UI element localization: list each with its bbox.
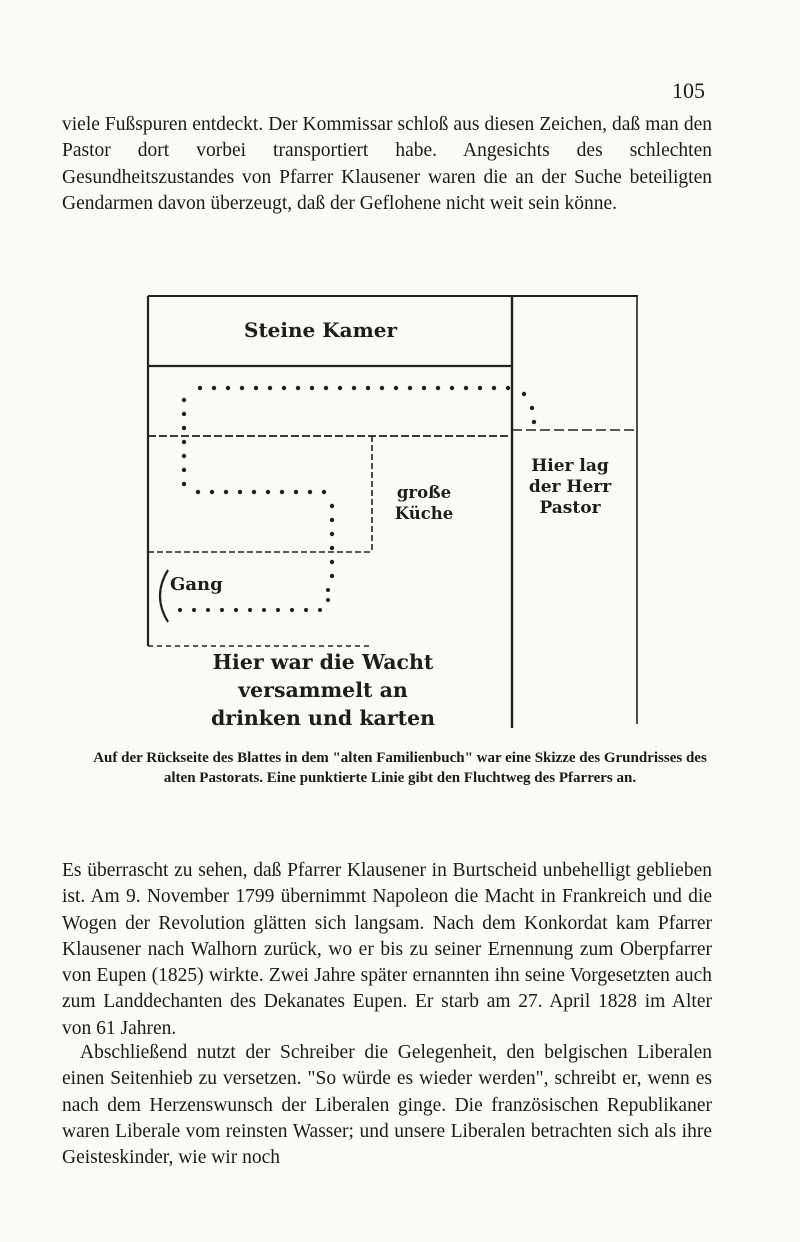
label-wacht-line1: Hier war die Wacht versammelt an: [212, 650, 434, 702]
floor-plan-sketch: [140, 284, 642, 744]
label-gang: Gang: [170, 574, 223, 595]
figure-caption: Auf der Rückseite des Blattes in dem "alten Familienbuch" war eine Skizze des Grundrisses des alten Pastorats. Eine punktierte Linie gibt den Fluchtweg des Pfarrers an.: [93, 750, 707, 786]
label-pastor-room: Hier lag der Herr Pastor: [528, 456, 612, 518]
label-grosse-kueche: große Küche: [394, 483, 454, 523]
paragraph-liberals: Abschließend nutzt der Schreiber die Gelegenheit, den belgischen Liberalen einen Seitenhieb zu versetzen. "So würde es wieder werden", schreibt er, wenn es nach dem Herzenswunsch der Liberalen ginge. Die französischen Republikaner waren Liberale vom reinsten Wasser; und unsere Liberalen betrachten sich als ihre Geisteskinder, wie wir noch: [62, 1042, 712, 1169]
route-kitchen: [196, 490, 334, 578]
route-left: [182, 398, 186, 486]
label-wacht: [146, 648, 500, 732]
escape-route-dots: [178, 386, 536, 612]
paragraph-burtscheid: Es überrascht zu sehen, daß Pfarrer Klausener in Burtscheid unbehelligt geblieben ist. Am 9. November 1799 übernimmt Napoleon die Macht in Frankreich und die Wogen der Revolution glätten sich langsam. Nach dem Konkordat kam Pfarrer Klausener nach Walhorn zurück, wo er bis zu seiner Ernennung zum Oberpfarrer von Eupen (1825) wirkte. Zwei Jahre später ernannten ihn seine Vorgesetzten auch zum Landdechanten des Dekanates Eupen. Er starb am 27. April 1828 im Alter von 61 Jahren.: [62, 860, 712, 1039]
door-arc: [160, 570, 168, 622]
paragraph-intro: viele Fußspuren entdeckt. Der Kommissar schloß aus diesen Zeichen, daß man den Pastor dort vorbei transportiert habe. Angesichts des schlechten Gesundheitszustandes von Pfarrer Klausener waren die an der Suche beteiligten Gendarmen davon überzeugt, daß der Geflohene nicht weit sein könne.: [62, 114, 712, 214]
route-top: [198, 386, 536, 424]
label-wacht-line2: drinken und karten: [210, 706, 436, 730]
page-number: 105: [672, 78, 705, 103]
label-steine-kammer: Steine Kamer: [244, 318, 397, 342]
